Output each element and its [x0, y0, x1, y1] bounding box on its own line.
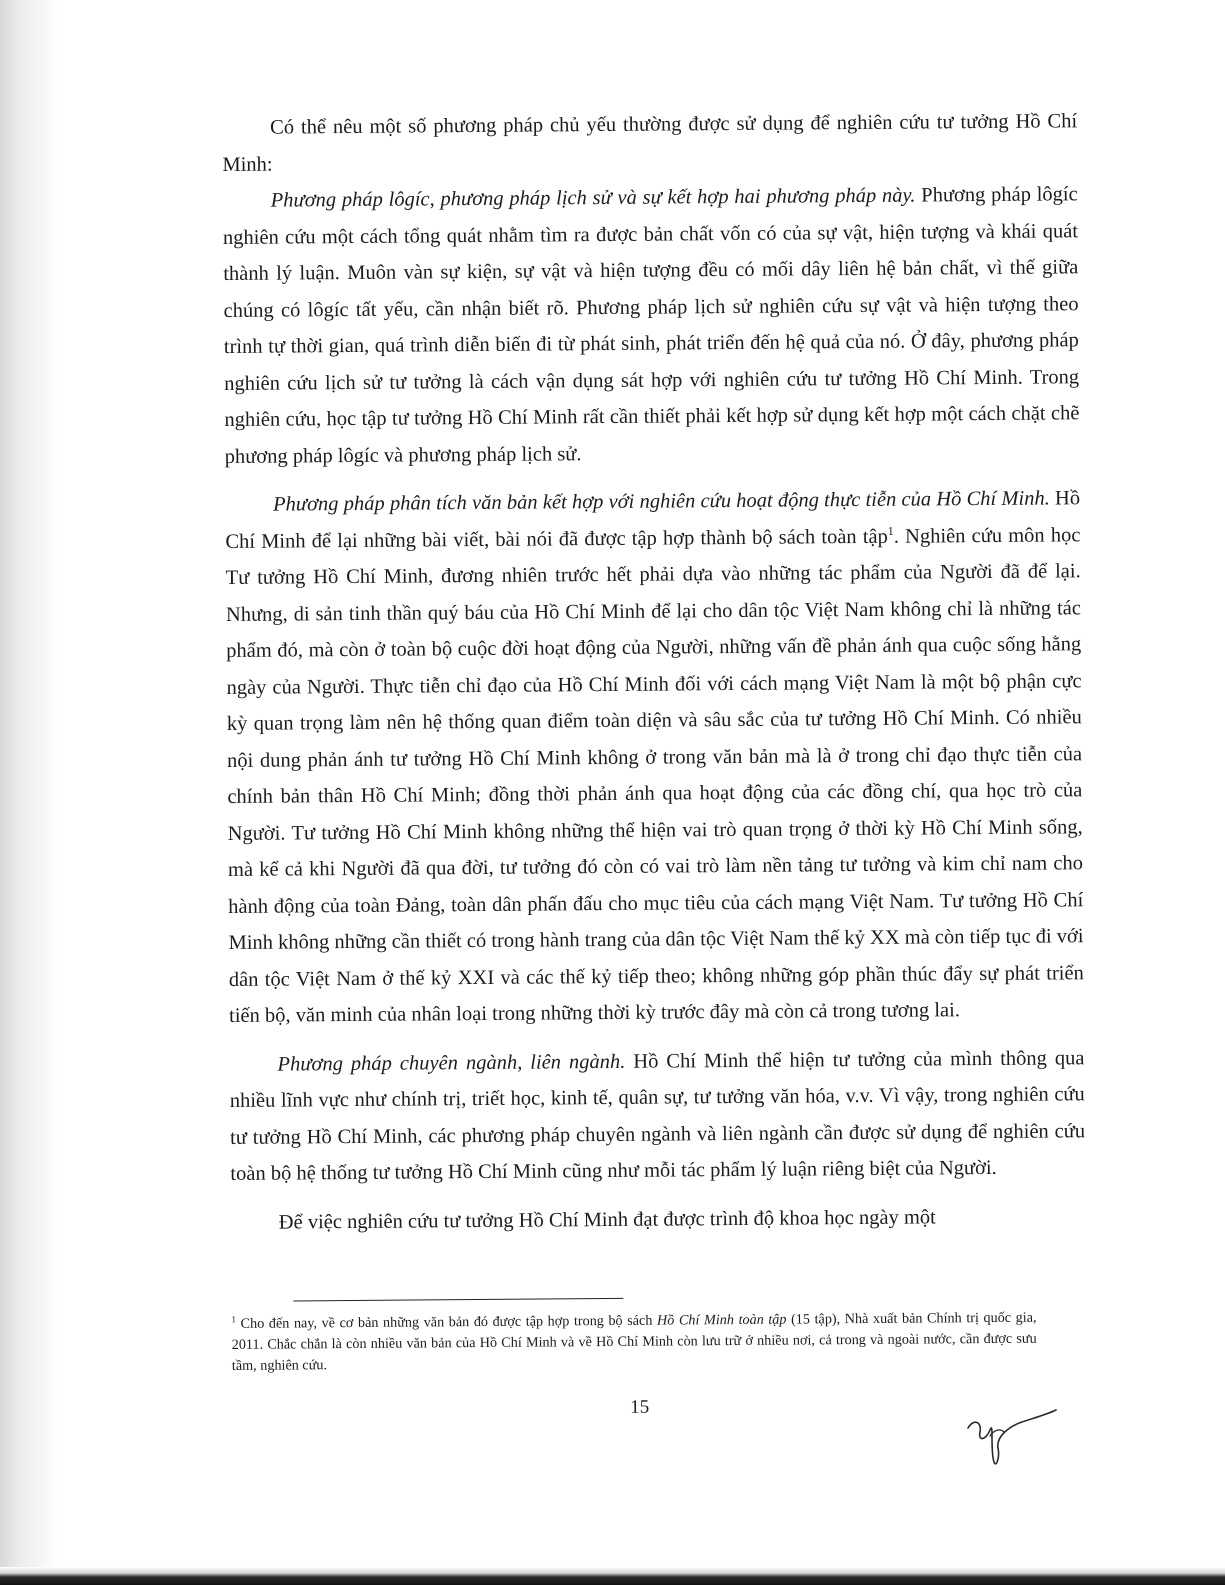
method-text-analysis-body-start: Hồ Chí Minh để lại những bài viết, bài nói đã được tập hợp thành bộ sách toàn tập	[225, 487, 1081, 553]
method-logic-history-heading: Phương pháp lôgíc, phương pháp lịch sử và sự kết hợp hai phương pháp này.	[270, 184, 916, 212]
method-text-analysis-body-end: . Nghiên cứu môn học Tư tưởng Hồ Chí Minh, đương nhiên trước hết phải dựa vào những tác phẩm của Người đã để lại. Nhưng, di sản tinh thần quý báu của Hồ Chí Minh để lại cho dân tộc Việt Nam không chỉ là những tác phẩm đó, mà còn ở toàn bộ cuộc đời hoạt động của Người, những vấn đề phản ánh qua cuộc sống hằng ngày của Người. Thực tiễn chỉ đạo của Hồ Chí Minh đối với cách mạng Việt Nam là một bộ phận cực kỳ quan trọng làm nên hệ thống quan điểm toàn diện và sâu sắc của tư tưởng Hồ Chí Minh. Có nhiều nội dung phản ánh tư tưởng Hồ Chí Minh không ở trong văn bản mà là ở trong chỉ đạo thực tiễn của chính bản thân Hồ Chí Minh; đồng thời phản ánh qua hoạt động của các đồng chí, qua học trò của Người. Tư tưởng Hồ Chí Minh không những thể hiện vai trò quan trọng ở thời kỳ Hồ Chí Minh sống, mà kể cả khi Người đã qua đời, tư tưởng đó còn có vai trò làm nền tảng tư tưởng và kim chỉ nam cho hành động của toàn Đảng, toàn dân phấn đấu cho mục tiêu của cách mạng Việt Nam. Tư tưởng Hồ Chí Minh không những cần thiết có trong hành trang của dân tộc Việt Nam thế kỷ XX mà còn tiếp tục đi với dân tộc Việt Nam ở thế kỷ XXI và các thế kỷ tiếp theo; không những góp phần thúc đẩy sự phát triển tiến bộ, văn minh của nhân loại trong những thời kỳ trước đây mà còn cả trong tương lai.	[225, 523, 1084, 1027]
footnote-divider	[293, 1298, 623, 1302]
scan-shadow-bottom	[0, 1567, 1225, 1585]
footnote-book-title: Hồ Chí Minh toàn tập	[656, 1311, 787, 1329]
page-number: 15	[630, 1396, 650, 1418]
method-text-analysis-heading: Phương pháp phân tích văn bản kết hợp với nghiên cứu hoạt động thực tiễn của Hồ Chí Minh.	[273, 487, 1050, 516]
handwritten-signature	[960, 1400, 1060, 1470]
footnote-reference: 1	[887, 523, 894, 538]
closing-paragraph	[231, 1198, 1086, 1241]
intro-text: Có thể nêu một số phương pháp chủ yếu thường được sử dụng để nghiên cứu tư tưởng Hồ Chí Minh:	[222, 110, 1078, 176]
method-logic-history-paragraph	[223, 176, 1080, 475]
closing-text: Để việc nghiên cứu tư tưởng Hồ Chí Minh đạt được trình độ khoa học ngày một	[278, 1205, 936, 1234]
method-logic-history-body: Phương pháp lôgíc nghiên cứu một cách tổng quát nhằm tìm ra được bản chất vốn có của sự vật, hiện tượng và khái quát thành lý luận. Muôn vàn sự kiện, sự vật và hiện tượng đều có mối dây liên hệ bản chất, vì thế giữa chúng có lôgíc tất yếu, cần nhận biết rõ. Phương pháp lịch sử nghiên cứu sự vật và hiện tượng theo trình tự thời gian, quá trình diễn biến đi từ phát sinh, phát triển đến hệ quả của nó. Ở đây, phương pháp nghiên cứu lịch sử tư tưởng là cách vận dụng sát hợp với nghiên cứu tư tưởng Hồ Chí Minh. Trong nghiên cứu, học tập tư tưởng Hồ Chí Minh rất cần thiết phải kết hợp sử dụng kết hợp một cách chặt chẽ phương pháp lôgíc và phương pháp lịch sử.	[222, 183, 1080, 468]
footnote-text-start: Cho đến nay, về cơ bản những văn bản đó được tập hợp trong bộ sách	[235, 1312, 658, 1332]
footnote-marker: 1	[231, 1314, 237, 1325]
footnote	[231, 1307, 1086, 1377]
method-interdisciplinary-body: Hồ Chí Minh thể hiện tư tưởng của mình thông qua nhiều lĩnh vực như chính trị, triết học, kinh tế, quân sự, tư tưởng văn hóa, v.v. Vì vậy, trong nghiên cứu tư tưởng Hồ Chí Minh, các phương pháp chuyên ngành và liên ngành cần được sử dụng để nghiên cứu toàn bộ hệ thống tư tưởng Hồ Chí Minh cũng như mỗi tác phẩm lý luận riêng biệt của Người.	[229, 1046, 1086, 1185]
document-page	[222, 103, 1087, 1429]
scan-shadow-left	[0, 0, 58, 1585]
intro-paragraph	[222, 103, 1078, 183]
method-interdisciplinary-paragraph	[229, 1040, 1085, 1193]
method-text-analysis-paragraph	[225, 480, 1084, 1034]
footnote-text-end: (15 tập), Nhà xuất bản Chính trị quốc gia, 2011. Chắc chắn là còn nhiều văn bản của Hồ Chí Minh và về Hồ Chí Minh còn lưu trữ ở nhiều nơi, cả trong và ngoài nước, cần được sưu tầm, nghiên cứu.	[231, 1309, 1037, 1374]
method-interdisciplinary-heading: Phương pháp chuyên ngành, liên ngành.	[277, 1050, 626, 1076]
